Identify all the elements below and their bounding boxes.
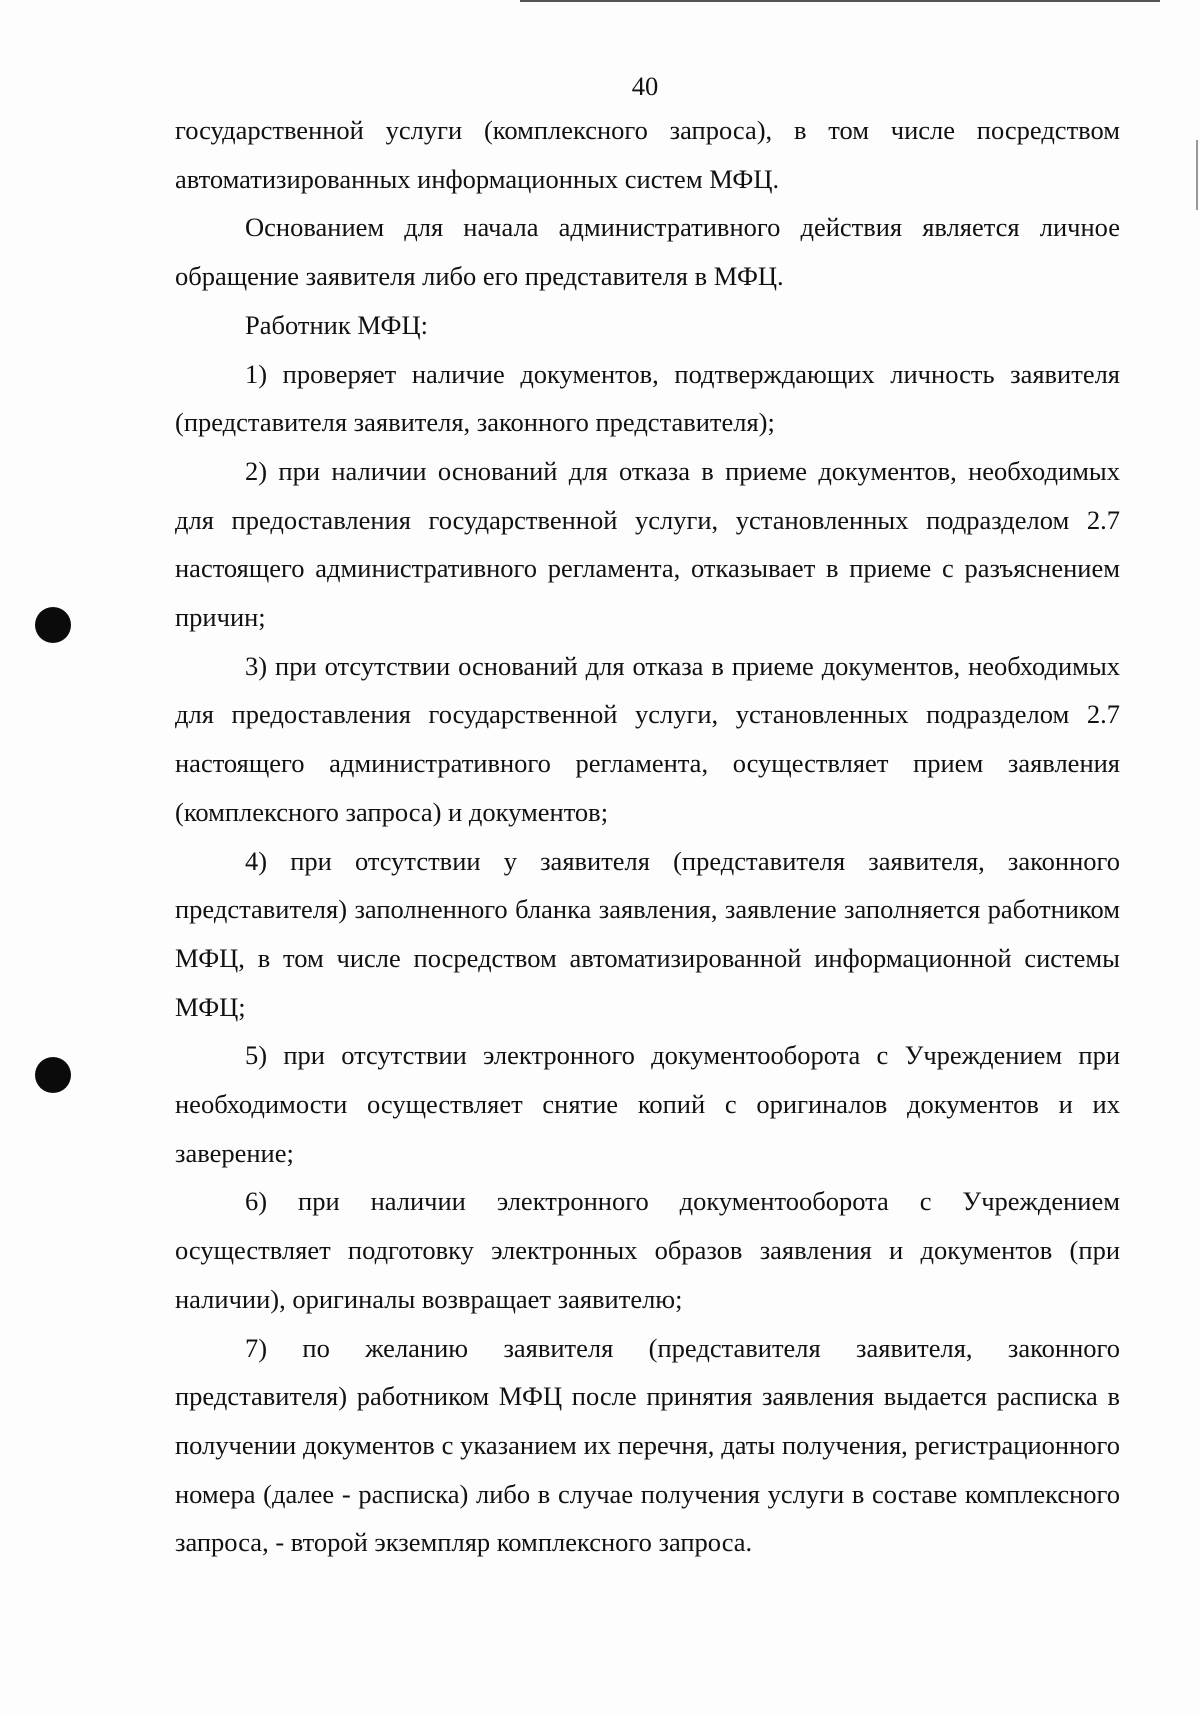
punch-hole bbox=[35, 607, 71, 643]
document-body bbox=[175, 106, 1120, 1567]
paragraph-worker-heading: Работник МФЦ: bbox=[245, 309, 428, 340]
list-item-7: 7) по желанию заявителя (представителя заявителя, законного представителя) работником МФЦ после принятия заявления выдается расписка в получении документов с указанием их перечня, даты получения, регистрационного номера (далее - расписка) либо в случае получения услуги в составе комплексного запроса, - второй экземпляр комплексного запроса. bbox=[175, 1332, 1120, 1558]
paragraph-continuation: государственной услуги (комплексного запроса), в том числе посредством автоматизированных информационных систем МФЦ. bbox=[175, 115, 1120, 194]
scan-edge-mark bbox=[1196, 140, 1198, 210]
list-item-1: 1) проверяет наличие документов, подтверждающих личность заявителя (представителя заявителя, законного представителя); bbox=[175, 358, 1120, 438]
page-number: 40 bbox=[631, 71, 659, 101]
list-item-2: 2) при наличии оснований для отказа в приеме документов, необходимых для предоставления государственной услуги, установленных подразделом 2.7 настоящего административного регламента, отказывает в приеме с разъяснением причин; bbox=[175, 455, 1120, 633]
paragraph-basis: Основанием для начала административного действия является личное обращение заявителя либо его представителя в МФЦ. bbox=[175, 212, 1120, 292]
list-item-3: 3) при отсутствии оснований для отказа в приеме документов, необходимых для предоставления государственной услуги, установленных подразделом 2.7 настоящего административного регламента, осуществляет прием заявления (комплексного запроса) и документов; bbox=[175, 650, 1120, 827]
scan-edge-line bbox=[520, 0, 1160, 2]
punch-hole bbox=[35, 1057, 71, 1093]
list-item-6: 6) при наличии электронного документооборота с Учреждением осуществляет подготовку электронных образов заявления и документов (при наличии), оригиналы возвращает заявителю; bbox=[175, 1186, 1120, 1314]
list-item-4: 4) при отсутствии у заявителя (представителя заявителя, законного представителя) заполненного бланка заявления, заявление заполняется работником МФЦ, в том числе посредством автоматизированной информационной системы МФЦ; bbox=[175, 845, 1120, 1022]
list-item-5: 5) при отсутствии электронного документооборота с Учреждением при необходимости осуществляет снятие копий с оригиналов документов и их заверение; bbox=[175, 1040, 1120, 1168]
